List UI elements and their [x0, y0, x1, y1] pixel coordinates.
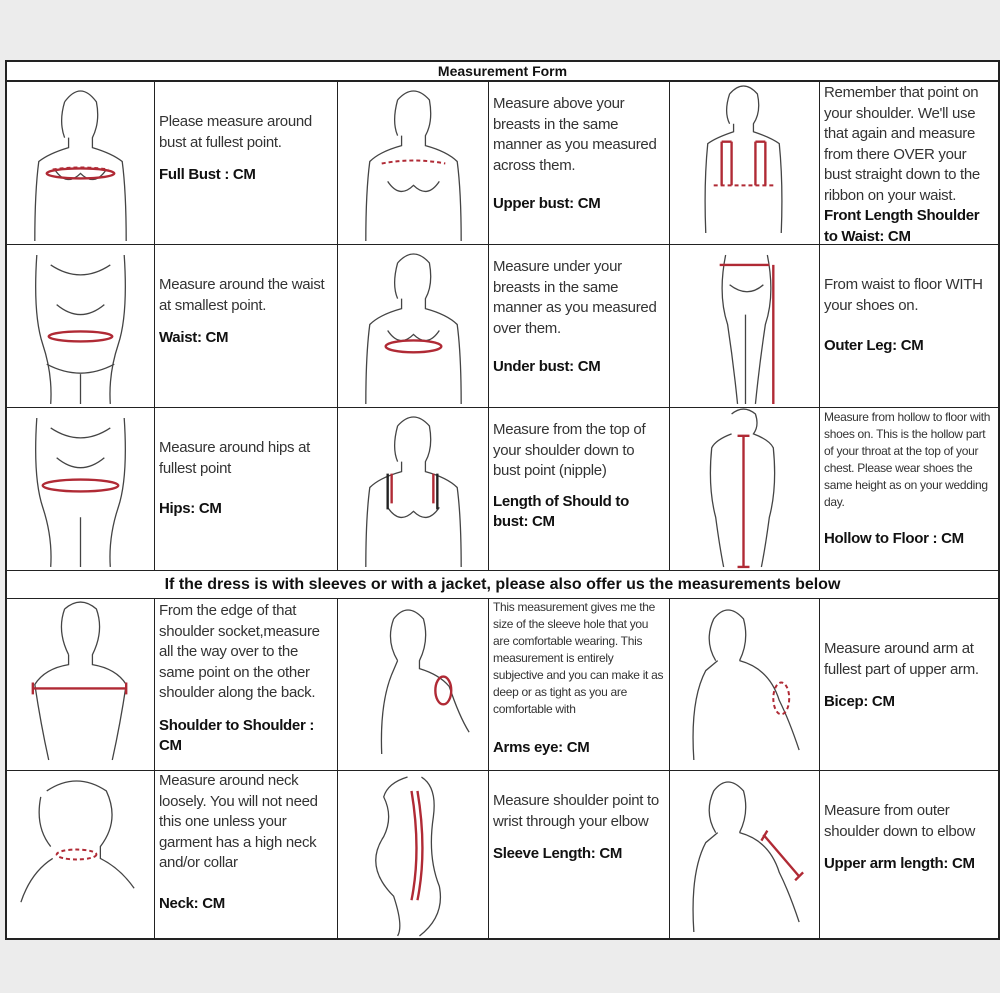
sleeve-length-description: Measure shoulder point to wrist through your elbow [493, 792, 659, 830]
outer-leg-figure [670, 245, 820, 408]
waist-figure [7, 245, 155, 408]
hollow-to-floor-figure [670, 408, 820, 571]
under-bust-figure [338, 245, 489, 408]
hollow-to-floor-text [820, 408, 1000, 571]
arms-eye-text [489, 599, 670, 771]
upper-bust-label: Upper bust: CM [493, 195, 601, 212]
full-bust-label: Full Bust : CM [159, 166, 256, 183]
shoulder-to-bust-description: Measure from the top of your shoulder down to bust point (nipple) [493, 421, 646, 479]
full-bust-figure [7, 82, 155, 245]
hips-figure [7, 408, 155, 571]
outer-leg-label: Outer Leg: CM [824, 337, 924, 354]
hips-text [155, 408, 338, 571]
waist-description: Measure around the waist at smallest point. [159, 276, 325, 314]
waist-label: Waist: CM [159, 329, 229, 346]
measurement-form [5, 60, 1000, 940]
sleeve-length-text [489, 771, 670, 940]
outer-leg-description: From waist to floor WITH your shoes on. [824, 276, 983, 314]
bicep-text [820, 599, 1000, 771]
under-bust-text [489, 245, 670, 408]
under-bust-description: Measure under your breasts in the same manner as you measured over them. [493, 258, 657, 337]
upper-arm-length-label: Upper arm length: CM [824, 855, 975, 872]
upper-arm-length-text [820, 771, 1000, 940]
upper-arm-length-description: Measure from outer shoulder down to elbow [824, 802, 976, 840]
shoulder-to-shoulder-description: From the edge of that shoulder socket,measure all the way over to the same point on the other shoulder along the back. [159, 602, 320, 701]
arms-eye-label: Arms eye: CM [493, 739, 590, 756]
waist-text [155, 245, 338, 408]
neck-label: Neck: CM [159, 894, 225, 912]
sleeve-length-figure [338, 771, 489, 940]
arms-eye-figure [338, 599, 489, 771]
upper-bust-text [489, 82, 670, 245]
bicep-label: Bicep: CM [824, 693, 895, 710]
neck-figure [7, 771, 155, 940]
front-length-label: Front Length Shoulder to Waist: CM [824, 207, 980, 245]
upper-bust-description: Measure above your breasts in the same manner as you measured across them. [493, 95, 657, 174]
shoulder-to-bust-figure [338, 408, 489, 571]
upper-arm-length-figure [670, 771, 820, 940]
shoulder-to-shoulder-label: Shoulder to Shoulder : CM [159, 716, 315, 754]
full-bust-description: Please measure around bust at fullest point. [159, 113, 312, 151]
full-bust-text [155, 82, 338, 245]
sleeves-note: If the dress is with sleeves or with a jacket, please also offer us the measurements below [7, 571, 998, 599]
shoulder-to-shoulder-text [155, 599, 338, 771]
arms-eye-description: This measurement gives me the size of the sleeve hole that you are comfortable wearing. This measurement is entirely subjective and you can make it as deep or as tight as you are comfortable with [493, 600, 664, 716]
hollow-to-floor-label: Hollow to Floor : CM [824, 530, 964, 547]
bicep-figure [670, 599, 820, 771]
shoulder-to-bust-label: Length of Should to bust: CM [493, 492, 629, 530]
upper-bust-figure [338, 82, 489, 245]
outer-leg-text [820, 245, 1000, 408]
bicep-description: Measure around arm at fullest part of upper arm. [824, 640, 979, 678]
front-length-text [820, 82, 1000, 245]
sleeve-length-label: Sleeve Length: CM [493, 845, 623, 862]
hips-description: Measure around hips at fullest point [159, 439, 310, 477]
under-bust-label: Under bust: CM [493, 358, 601, 375]
neck-text [155, 771, 338, 940]
shoulder-to-bust-text [489, 408, 670, 571]
hollow-to-floor-description: Measure from hollow to floor with shoes on. This is the hollow part of your throat at the top of your chest. Please wear shoes the same height as on your wedding day. [824, 410, 991, 509]
neck-description: Measure around neck loosely. You will not need this one unless your garment has a high neck and/or collar [159, 772, 318, 871]
front-length-figure [670, 82, 820, 245]
shoulder-to-shoulder-figure [7, 599, 155, 771]
hips-label: Hips: CM [159, 500, 222, 517]
form-title: Measurement Form [7, 62, 998, 82]
front-length-description: Remember that point on your shoulder. We'll use that again and measure from there OVER your bust straight down to the ribbon on your waist. [824, 84, 980, 204]
